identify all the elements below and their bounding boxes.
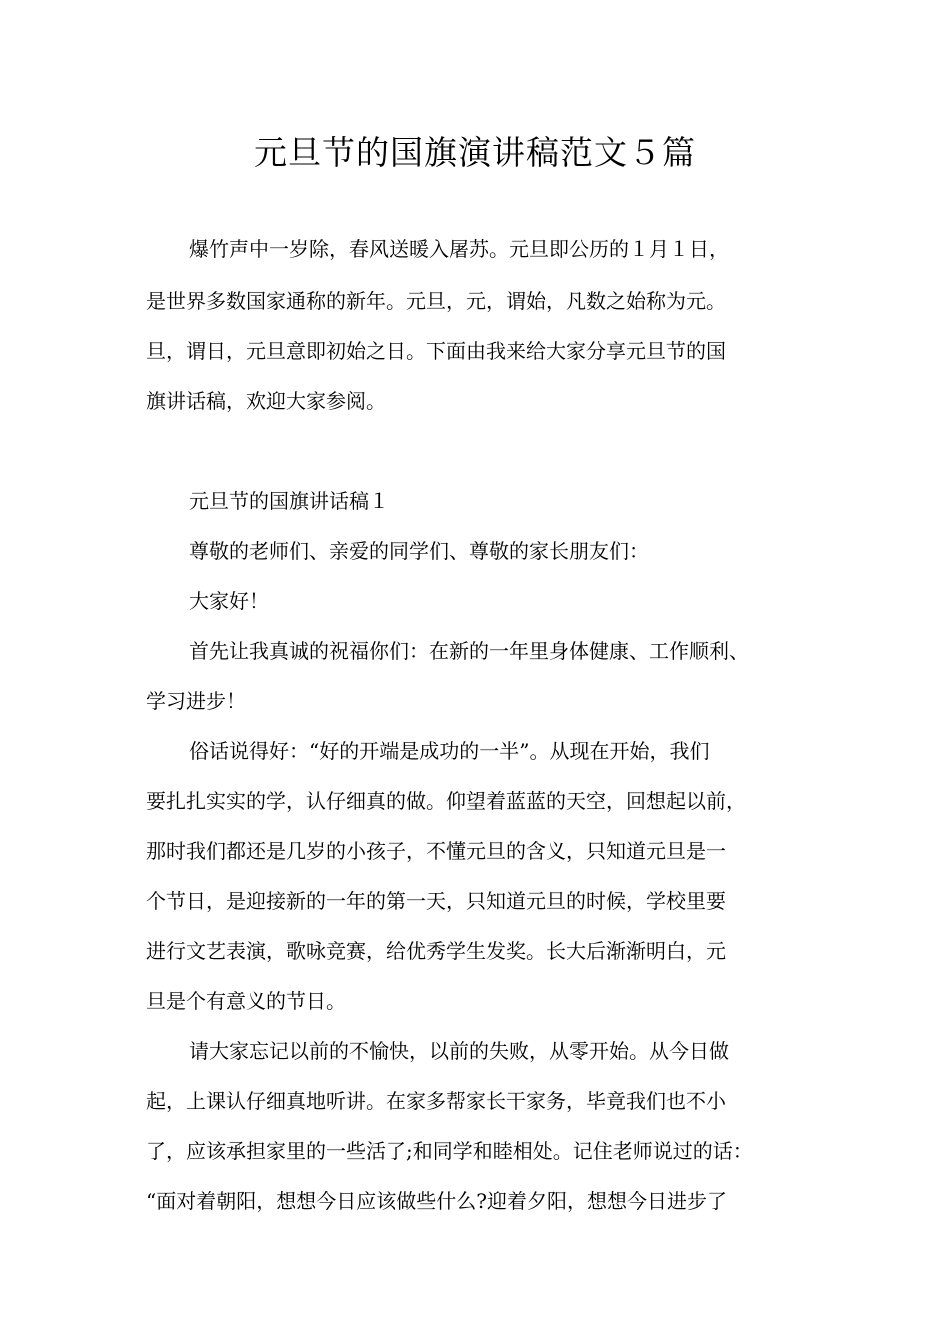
paragraph-2-line-6: 旦是个有意义的节日。 bbox=[146, 989, 346, 1013]
paragraph-2-line-1: 俗话说得好：“好的开端是成功的一半”。从现在开始，我们 bbox=[189, 739, 710, 763]
document-title: 元旦节的国旗演讲稿范文５篇 bbox=[254, 133, 696, 172]
paragraph-3-line-2: 起，上课认仔细真地听讲。在家多帮家长干家务，毕竟我们也不小 bbox=[146, 1089, 726, 1113]
paragraph-2-line-5: 进行文艺表演，歌咏竞赛，给优秀学生发奖。长大后渐渐明白，元 bbox=[146, 939, 726, 963]
paragraph-2-line-3: 那时我们都还是几岁的小孩子，不懂元旦的含义，只知道元旦是一 bbox=[146, 839, 726, 863]
paragraph-3-line-1: 请大家忘记以前的不愉快，以前的失败，从零开始。从今日做 bbox=[189, 1039, 729, 1063]
greeting: 大家好！ bbox=[189, 589, 269, 613]
section-heading: 元旦节的国旗讲话稿１ bbox=[189, 489, 389, 513]
intro-line-4: 旗讲话稿，欢迎大家参阅。 bbox=[146, 389, 386, 413]
intro-line-3: 旦，谓日，元旦意即初始之日。下面由我来给大家分享元旦节的国 bbox=[146, 339, 726, 363]
paragraph-1-line-2: 学习进步！ bbox=[146, 689, 246, 713]
paragraph-1-line-1: 首先让我真诚的祝福你们：在新的一年里身体健康、工作顺利、 bbox=[189, 639, 749, 663]
intro-line-1: 爆竹声中一岁除，春风送暖入屠苏。元旦即公历的１月１日， bbox=[189, 237, 729, 261]
salutation: 尊敬的老师们、亲爱的同学们、尊敬的家长朋友们： bbox=[189, 539, 649, 563]
paragraph-3-line-3: 了，应该承担家里的一些活了;和同学和睦相处。记住老师说过的话： bbox=[146, 1139, 753, 1163]
intro-line-2: 是世界多数国家通称的新年。元旦，元，谓始，凡数之始称为元。 bbox=[146, 289, 726, 313]
paragraph-2-line-2: 要扎扎实实的学，认仔细真的做。仰望着蓝蓝的天空，回想起以前， bbox=[146, 789, 746, 813]
paragraph-3-line-4: “面对着朝阳，想想今日应该做些什么?迎着夕阳，想想今日进步了 bbox=[146, 1189, 727, 1213]
paragraph-2-line-4: 个节日，是迎接新的一年的第一天，只知道元旦的时候，学校里要 bbox=[146, 889, 726, 913]
